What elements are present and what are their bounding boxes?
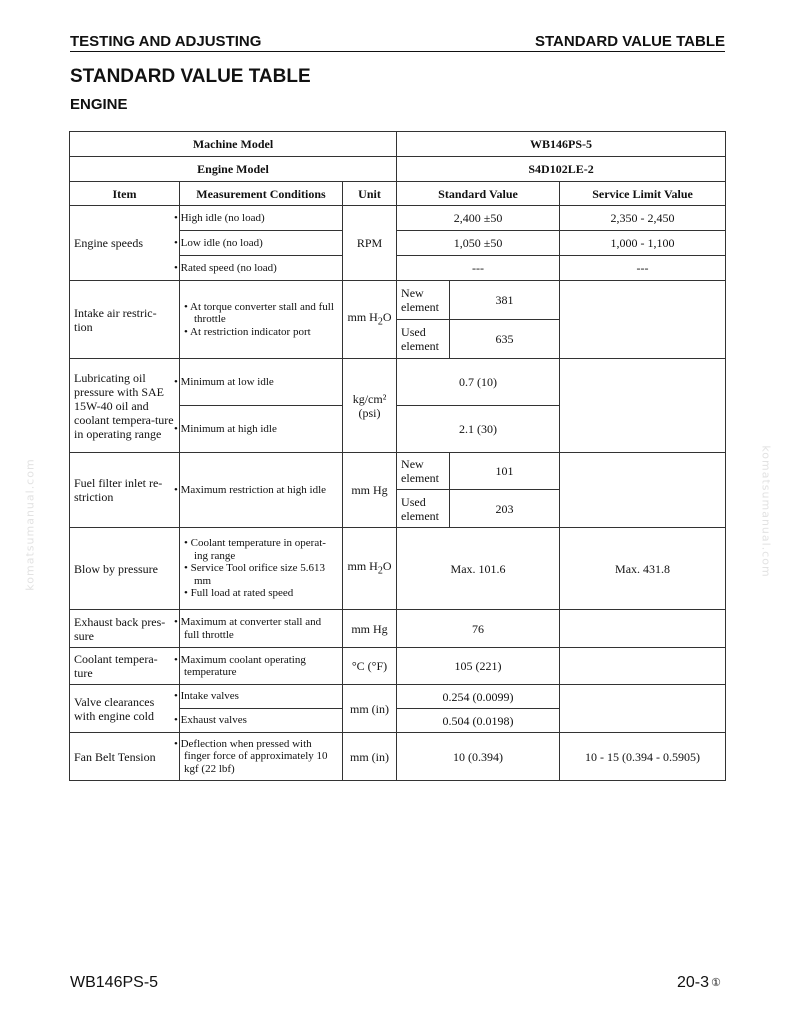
condition-cell: • High idle (no load) [180, 206, 343, 231]
condition-cell: • Maximum coolant operating temperature [180, 648, 343, 685]
table-row [70, 281, 726, 320]
standard-value-cell: 381 [450, 281, 560, 320]
footer-model: WB146PS-5 [70, 974, 159, 991]
unit-rpm: RPM [343, 206, 397, 281]
column-header-unit: Unit [343, 182, 397, 206]
column-header-conditions: Measurement Conditions [180, 182, 343, 206]
unit-mm-in: mm (in) [343, 685, 397, 733]
column-header-row [70, 182, 726, 206]
item-blow-by: Blow by pressure [70, 528, 180, 610]
column-header-limit: Service Limit Value [560, 182, 726, 206]
table-row [70, 359, 726, 406]
new-element-label: New element [397, 453, 450, 490]
table-row [70, 733, 726, 781]
limit-value-cell [560, 359, 726, 453]
unit-celsius: °C (°F) [343, 648, 397, 685]
header-chapter-title: STANDARD VALUE TABLE [535, 33, 725, 50]
limit-value-cell [560, 685, 726, 733]
new-element-label: New element [397, 281, 450, 320]
condition-cell: • Rated speed (no load) [180, 256, 343, 281]
page-title: STANDARD VALUE TABLE [70, 66, 311, 87]
table-row [70, 453, 726, 490]
limit-value-cell [560, 648, 726, 685]
item-exhaust-back-pressure: Exhaust back pres-sure [70, 610, 180, 648]
limit-value-cell [560, 610, 726, 648]
condition-cell: • Minimum at high idle [180, 406, 343, 453]
unit-mm-in: mm (in) [343, 733, 397, 781]
watermark-right: komatsumanual.com [759, 445, 773, 578]
limit-value-cell: Max. 431.8 [560, 528, 726, 610]
machine-model-row [70, 132, 726, 157]
standard-value-cell: 2,400 ±50 [397, 206, 560, 231]
limit-value-cell: 2,350 - 2,450 [560, 206, 726, 231]
unit-mm-h2o: mm $H_2O$ [343, 528, 397, 610]
item-fan-belt-tension: Fan Belt Tension [70, 733, 180, 781]
standard-value-cell: 10 (0.394) [397, 733, 560, 781]
machine-model-label: Machine Model [70, 132, 397, 157]
column-header-standard: Standard Value [397, 182, 560, 206]
page-header [70, 33, 725, 52]
condition-cell: • Intake valves [180, 685, 343, 709]
condition-cell: • Maximum at converter stall and full throttle [180, 610, 343, 648]
footer-page-number: 20-3 ① [677, 974, 721, 991]
condition-cell: • Coolant temperature in operat-ing range • Service Tool orifice size 5.613 mm • Full load at rated speed [180, 528, 343, 610]
standard-value-cell: 1,050 ±50 [397, 231, 560, 256]
item-valve-clearances: Valve clearances with engine cold [70, 685, 180, 733]
condition-cell: • Minimum at low idle [180, 359, 343, 406]
header-section-title: TESTING AND ADJUSTING [70, 33, 262, 50]
limit-value-cell: 10 - 15 (0.394 - 0.5905) [560, 733, 726, 781]
item-engine-speeds: Engine speeds [70, 206, 180, 281]
unit-mm-hg: mm Hg [343, 453, 397, 528]
standard-value-cell: 76 [397, 610, 560, 648]
unit-kg-cm2: kg/cm² (psi) [343, 359, 397, 453]
standard-value-cell: 0.504 (0.0198) [397, 709, 560, 733]
used-element-label: Used element [397, 320, 450, 359]
watermark-left: komatsumanual.com [23, 458, 37, 591]
table-row [70, 528, 726, 610]
engine-model-value: S4D102LE-2 [397, 157, 726, 182]
standard-value-cell: 635 [450, 320, 560, 359]
standard-value-cell: Max. 101.6 [397, 528, 560, 610]
condition-cell: • Exhaust valves [180, 709, 343, 733]
standard-value-cell: 203 [450, 490, 560, 528]
standard-value-table [69, 131, 726, 781]
condition-cell: • Maximum restriction at high idle [180, 453, 343, 528]
table-row [70, 685, 726, 709]
table-row [70, 206, 726, 231]
limit-value-cell: --- [560, 256, 726, 281]
standard-value-cell: 2.1 (30) [397, 406, 560, 453]
used-element-label: Used element [397, 490, 450, 528]
standard-value-cell: 101 [450, 453, 560, 490]
machine-model-value: WB146PS-5 [397, 132, 726, 157]
table-row [70, 610, 726, 648]
table-row [70, 648, 726, 685]
standard-value-cell: 0.7 (10) [397, 359, 560, 406]
standard-value-cell: 105 (221) [397, 648, 560, 685]
condition-cell: • Deflection when pressed with finger force of approximately 10 kgf (22 lbf) [180, 733, 343, 781]
column-header-item: Item [70, 182, 180, 206]
limit-value-cell [560, 453, 726, 528]
engine-model-row [70, 157, 726, 182]
unit-mm-hg: mm Hg [343, 610, 397, 648]
engine-model-label: Engine Model [70, 157, 397, 182]
section-subtitle: ENGINE [70, 96, 128, 113]
item-coolant-temperature: Coolant tempera-ture [70, 648, 180, 685]
condition-cell: • Low idle (no load) [180, 231, 343, 256]
item-fuel-filter: Fuel filter inlet re-striction [70, 453, 180, 528]
revision-symbol-icon: ① [711, 977, 721, 989]
unit-mm-h2o: mm $H_2O$ [343, 281, 397, 359]
limit-value-cell [560, 281, 726, 359]
standard-value-cell: 0.254 (0.0099) [397, 685, 560, 709]
standard-value-cell: --- [397, 256, 560, 281]
condition-cell: • At torque converter stall and full throttle • At restriction indicator port [180, 281, 343, 359]
item-intake-air: Intake air restric-tion [70, 281, 180, 359]
item-lubricating-oil: Lubricating oil pressure with SAE 15W-40 oil and coolant tempera-ture in operating range [70, 359, 180, 453]
limit-value-cell: 1,000 - 1,100 [560, 231, 726, 256]
